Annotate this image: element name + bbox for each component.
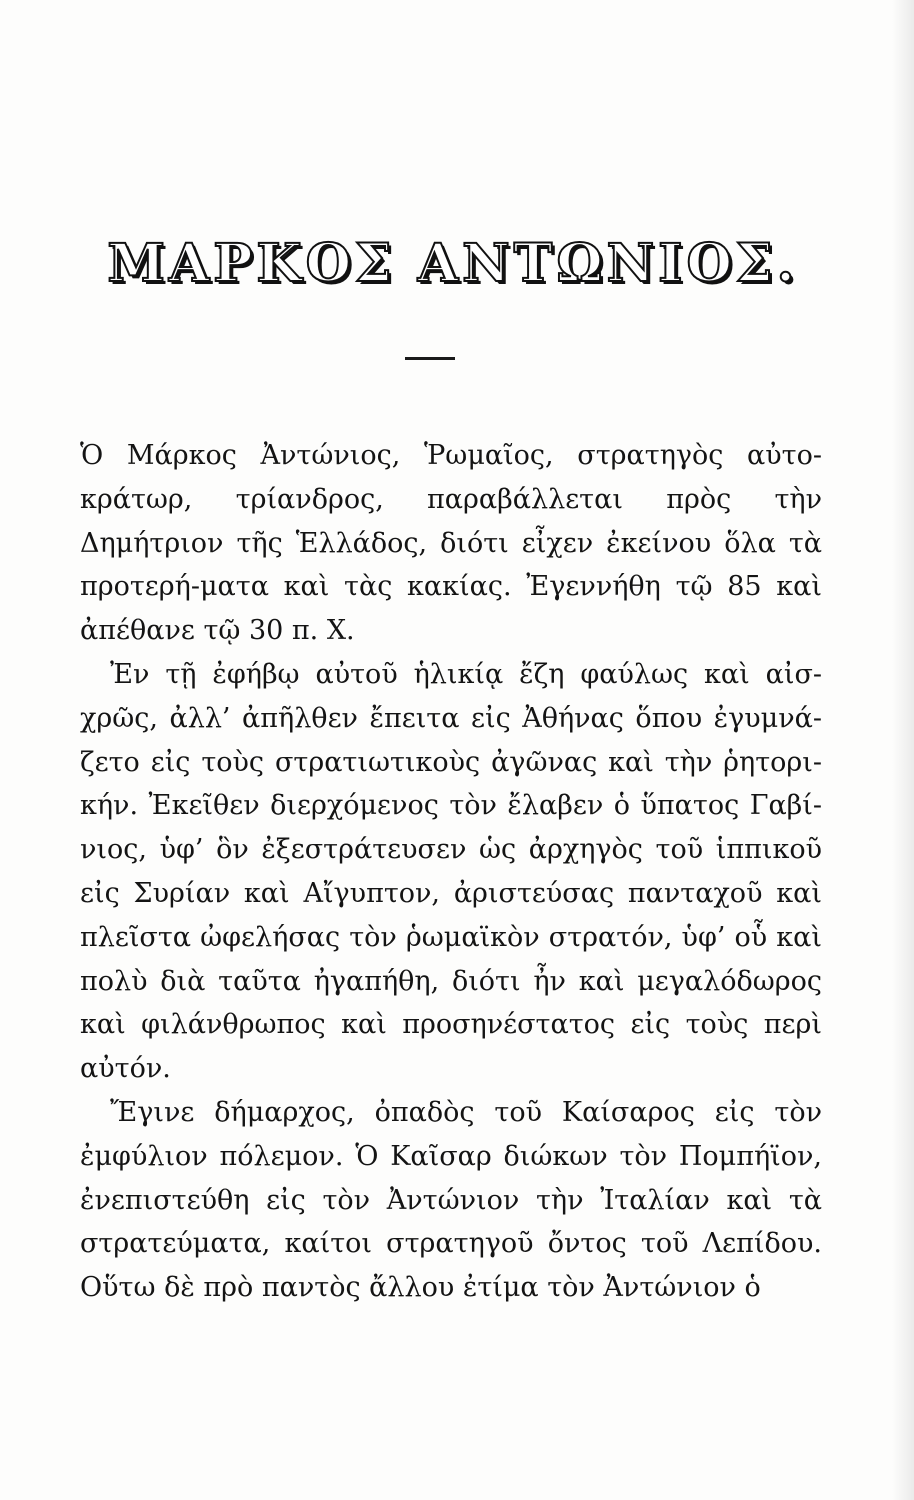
paragraph-3: Ἔγινε δήμαρχος, ὀπαδὸς τοῦ Καίσαρος εἰς τὸν ἐμφύλιον πόλεμον. Ὁ Καῖσαρ διώκων τὸν Πομπήϊον, ἐνεπιστεύθη εἰς τὸν Ἀντώνιον τὴν Ἰταλίαν καὶ τὰ στρατεύματα, καίτοι στρατηγοῦ ὄντος τοῦ Λεπίδου. Οὕτω δὲ πρὸ παντὸς ἄλλου ἐτίμα τὸν Ἀντώνιον ὁ (80, 1096, 822, 1304)
chapter-title: ΜΑΡΚΟΣ ΑΝΤΩΝΙΟΣ. (107, 233, 799, 294)
page-edge-shadow (892, 0, 914, 1500)
paragraph-1: Ὁ Μάρκος Ἀντώνιος, Ῥωμαῖος, στρατηγὸς αὐτο-κράτωρ, τρίανδρος, παραβάλλεται πρὸς τὴν Δημήτριον τῆς Ἑλλάδος, διότι εἶχεν ἐκείνου ὅλα τὰ προτερή-ματα καὶ τὰς κακίας. Ἐγεννήθη τῷ 85 καὶ ἀπέθανε τῷ 30 π. Χ. (80, 440, 822, 647)
body-text (80, 434, 822, 1310)
paragraph-2: Ἐν τῇ ἐφήβῳ αὐτοῦ ἡλικίᾳ ἔζη φαύλως καὶ αἰσ-χρῶς, ἀλλ’ ἀπῆλθεν ἔπειτα εἰς Ἀθήνας ὅπου ἐγυμνά-ζετο εἰς τοὺς στρατιωτικοὺς ἀγῶνας καὶ τὴν ῥητορι-κήν. Ἐκεῖθεν διερχόμενος τὸν ἔλαβεν ὁ ὕπατος Γαβί-νιος, ὑφ’ ὃν ἐξεστράτευσεν ὡς ἀρχηγὸς τοῦ ἱππικοῦ εἰς Συρίαν καὶ Αἴγυπτον, ἀριστεύσας πανταχοῦ καὶ πλεῖστα ὠφελήσας τὸν ῥωμαϊκὸν στρατόν, ὑφ’ οὗ καὶ πολὺ διὰ ταῦτα ἠγαπήθη, διότι ἦν καὶ μεγαλόδωρος καὶ φιλάνθρωπος καὶ προσηνέστατος εἰς τοὺς περὶ αὐτόν. (80, 658, 822, 1085)
title-divider (405, 357, 455, 360)
